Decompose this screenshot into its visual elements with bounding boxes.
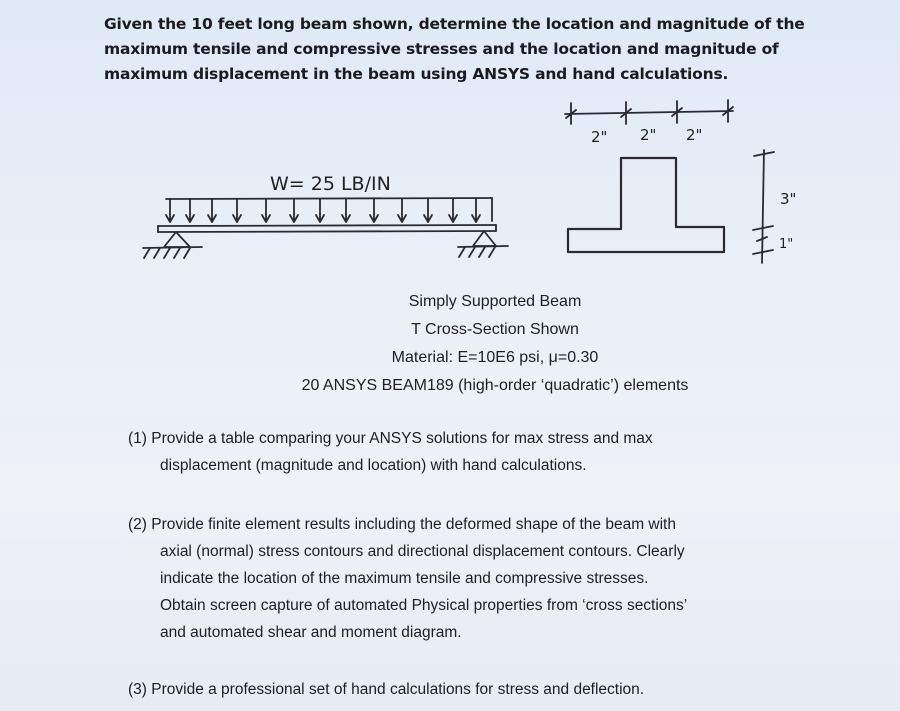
problem-statement-line: maximum tensile and compressive stresses and the location and magnitude of <box>104 40 779 58</box>
load-arrows <box>166 198 492 222</box>
problem-statement-line: Given the 10 feet long beam shown, determine the location and magnitude of the <box>104 15 805 33</box>
beam <box>158 225 496 232</box>
question-text: Obtain screen capture of automated Physical properties from ‘cross sections’ <box>160 597 688 614</box>
dim-flange-left: 2" <box>591 128 608 146</box>
vertical-dimension <box>753 150 774 263</box>
question-text: indicate the location of the maximum tensile and compressive stresses. <box>160 570 649 587</box>
top-dimension <box>565 100 733 124</box>
dim-flange-right: 2" <box>686 126 703 144</box>
question-number: (3) <box>128 681 147 698</box>
problem-statement-line: maximum displacement in the beam using ANSYS and hand calculations. <box>104 65 729 83</box>
description-line: T Cross-Section Shown <box>411 321 579 338</box>
question-text: Provide a professional set of hand calculations for stress and deflection. <box>151 681 645 698</box>
t-cross-section <box>568 158 724 252</box>
question-text: Provide finite element results including the deformed shape of the beam with <box>151 516 676 533</box>
load-label: W= 25 LB/IN <box>270 173 391 195</box>
description-line: 20 ANSYS BEAM189 (high-order ‘quadratic’) elements <box>301 377 689 394</box>
left-pin-support <box>143 232 202 258</box>
right-roller-support <box>458 231 508 257</box>
question-text: axial (normal) stress contours and directional displacement contours. Clearly <box>160 543 685 560</box>
question-1 <box>128 425 653 479</box>
question-text: and automated shear and moment diagram. <box>160 624 462 641</box>
beam-description <box>230 288 760 400</box>
question-text: Provide a table comparing your ANSYS solutions for max stress and max <box>151 430 653 447</box>
dim-stem-width: 2" <box>640 126 657 144</box>
description-line: Material: E=10E6 psi, μ=0.30 <box>391 349 599 366</box>
question-number: (1) <box>128 430 147 447</box>
question-3 <box>128 676 644 703</box>
description-line: Simply Supported Beam <box>408 293 582 310</box>
dim-stem-height: 3" <box>780 190 797 208</box>
question-2 <box>128 511 687 646</box>
dim-flange-thickness: 1" <box>779 237 794 252</box>
load-line <box>166 198 492 199</box>
question-text: displacement (magnitude and location) with hand calculations. <box>160 457 587 474</box>
question-number: (2) <box>128 516 147 533</box>
